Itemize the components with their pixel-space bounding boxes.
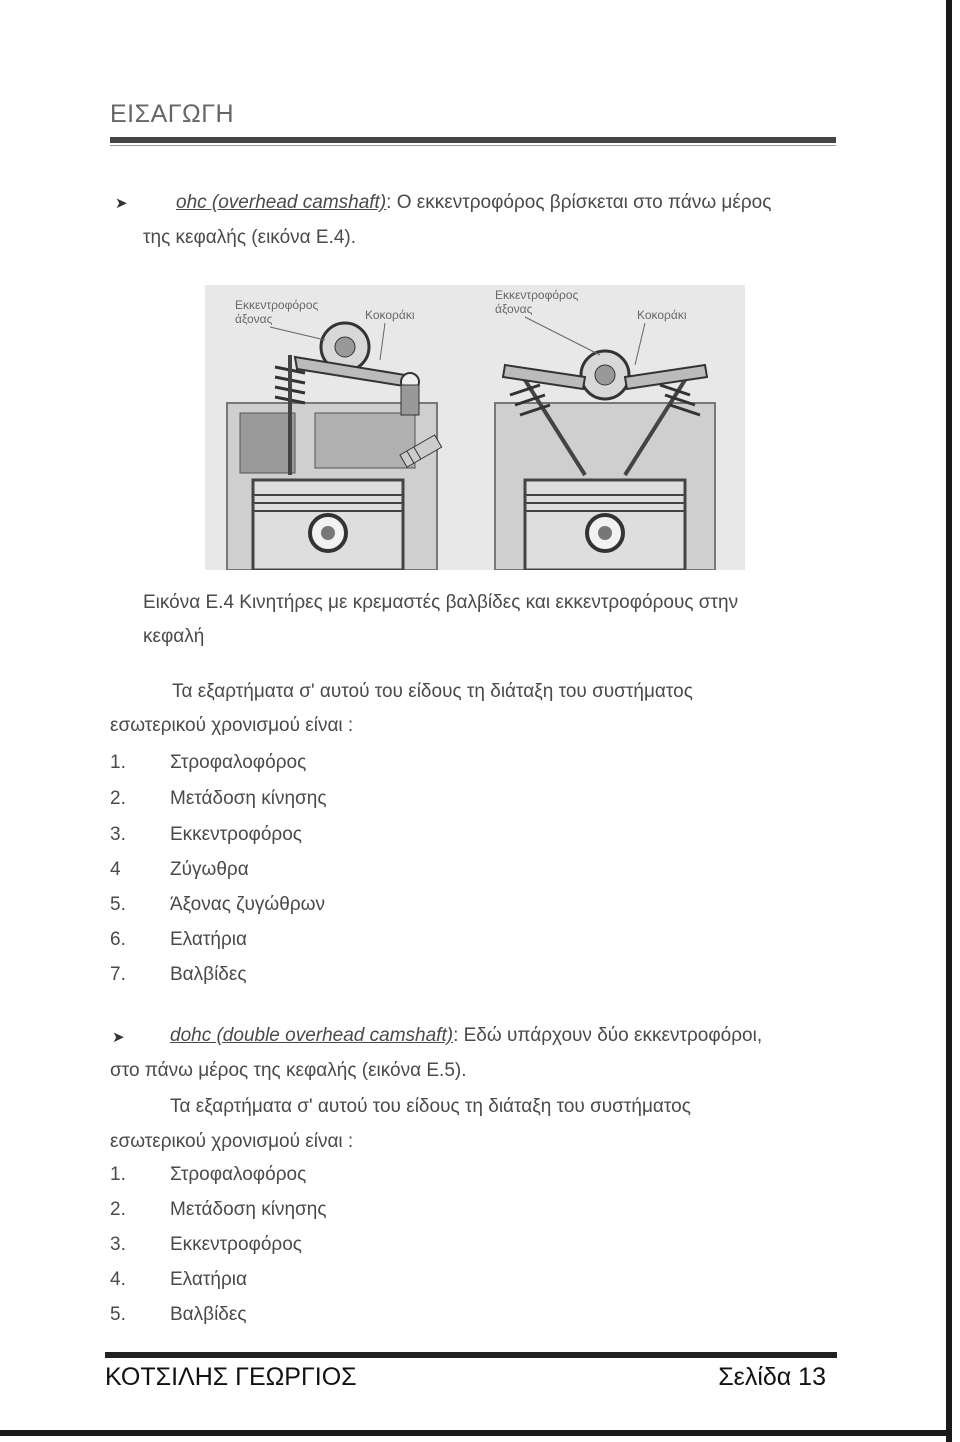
- components-list-ohc: 1. Στροφαλοφόρος 2. Μετάδοση κίνησης 3. Εκκεντροφόρος 4 Ζύγωθρα 5. Άξονας ζυγώθρων 6. Ελατήρια 7. Βαλβίδες: [110, 752, 327, 985]
- intro2-line1: Τα εξαρτήματα σ' αυτού του είδους τη διάταξη του συστήματος: [170, 1096, 691, 1117]
- bullet-arrow-icon: ➤: [115, 195, 128, 212]
- right-camshaft-label-2: άξονας: [495, 302, 533, 316]
- engine-cross-section-figure: [205, 285, 745, 570]
- dohc-text: : Εδώ υπάρχουν δύο εκκεντροφόροι,: [453, 1025, 763, 1046]
- bullet-arrow-icon: ➤: [112, 1029, 125, 1046]
- right-camshaft-label-1: Εκκεντροφόρος: [495, 288, 579, 302]
- intro1-line1: Τα εξαρτήματα σ' αυτού του είδους τη διάταξη του συστήματος: [172, 681, 693, 702]
- ohc-text: : Ο εκκεντροφόρος βρίσκεται στο πάνω μέρος: [386, 192, 772, 213]
- left-camshaft-label-1: Εκκεντροφόρος: [235, 298, 319, 312]
- figure-caption-line1: Εικόνα Ε.4 Κινητήρες με κρεμαστές βαλβίδες και εκκεντροφόρους στην: [143, 592, 739, 613]
- header-rule-thin: [110, 145, 836, 146]
- figure-caption-line2: κεφαλή: [143, 626, 205, 647]
- header-rule: [110, 137, 836, 143]
- left-camshaft-label-2: άξονας: [235, 312, 273, 326]
- footer-author: ΚΟΤΣΙΛΗΣ ΓΕΩΡΓΙΟΣ: [105, 1363, 357, 1391]
- page-border-right: [946, 0, 952, 1442]
- right-rocker-label: Κοκοράκι: [637, 308, 687, 322]
- dohc-term: dohc (double overhead camshaft): [170, 1025, 454, 1046]
- footer-rule: [105, 1352, 837, 1358]
- ohc-paragraph-line1: [176, 186, 771, 220]
- dohc-paragraph-line2: στο πάνω μέρος της κεφαλής (εικόνα Ε.5).: [110, 1060, 467, 1081]
- intro2-line2: εσωτερικού χρονισμού είναι :: [110, 1131, 354, 1152]
- left-rocker-label: Κοκοράκι: [365, 308, 415, 322]
- components-list-dohc: 1. Στροφαλοφόρος 2. Μετάδοση κίνησης 3. Εκκεντροφόρος 4. Ελατήρια 5. Βαλβίδες: [110, 1164, 327, 1325]
- dohc-paragraph-line1: [170, 1019, 762, 1053]
- page-number: Σελίδα 13: [718, 1363, 826, 1391]
- page-border-bottom: [0, 1430, 952, 1436]
- section-title: ΕΙΣΑΓΩΓΗ: [110, 100, 235, 128]
- ohc-paragraph-line2: της κεφαλής (εικόνα Ε.4).: [143, 227, 357, 248]
- intro1-line2: εσωτερικού χρονισμού είναι :: [110, 715, 354, 736]
- ohc-term: ohc (overhead camshaft): [176, 192, 387, 213]
